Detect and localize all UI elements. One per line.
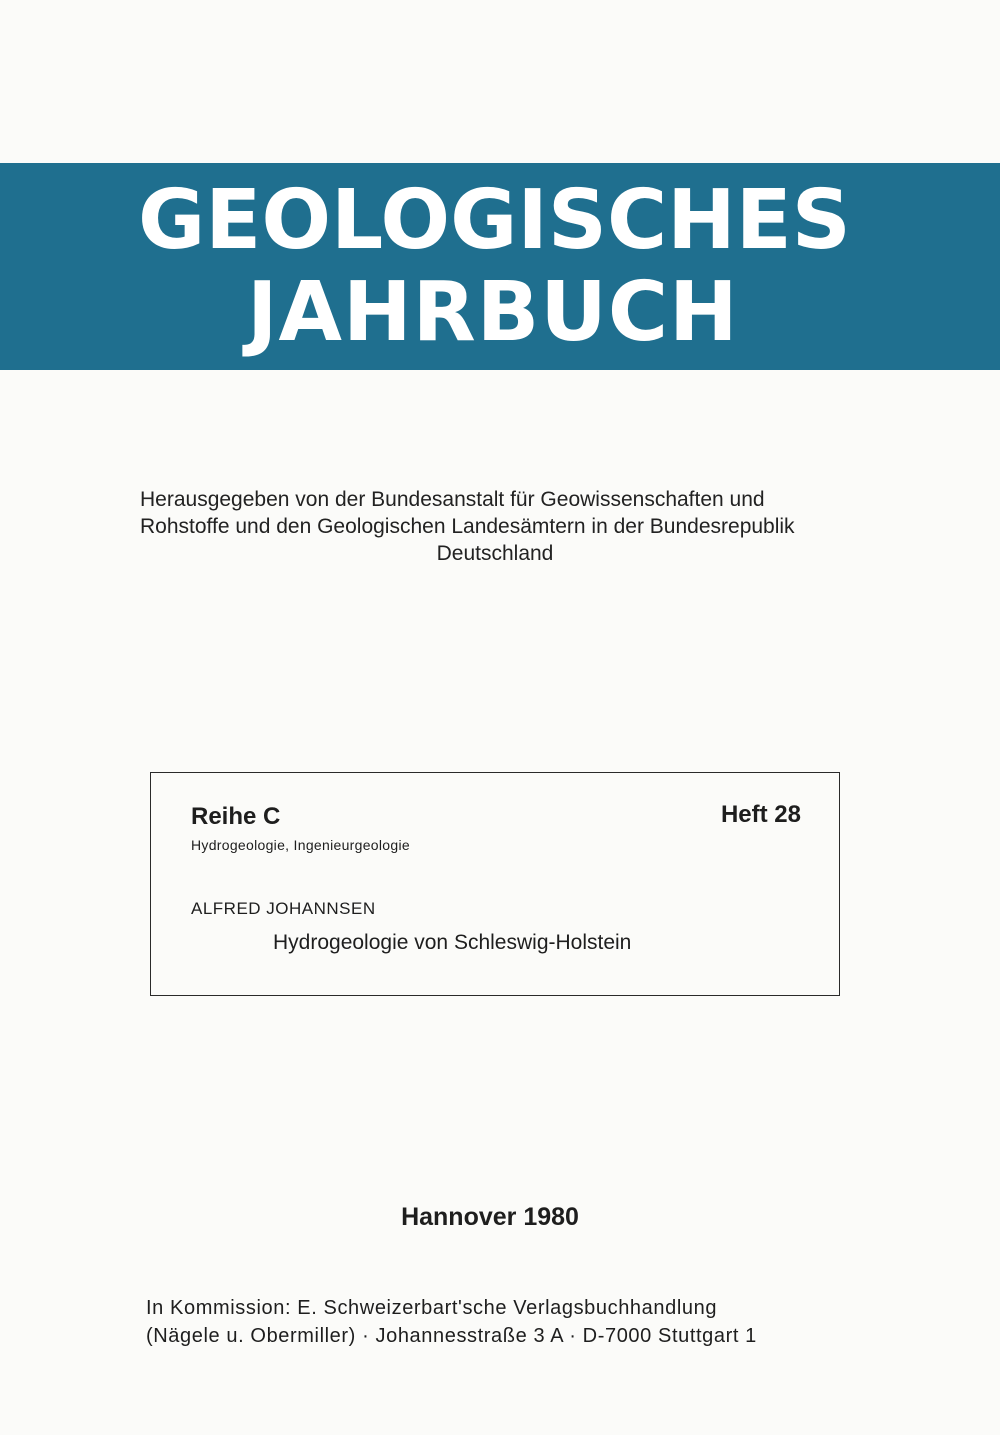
journal-title-line-1: GEOLOGISCHES	[138, 173, 851, 268]
author-name: ALFRED JOHANNSEN	[191, 899, 376, 918]
commission-imprint	[146, 1294, 846, 1350]
publisher-line-2: Rohstoffe und den Geologischen Landesämtern in der Bundesrepublik	[140, 515, 795, 538]
series-label: Reihe C	[191, 803, 281, 830]
publisher-statement	[140, 486, 850, 567]
publisher-line-1: Herausgegeben von der Bundesanstalt für Geowissenschaften und	[140, 488, 765, 511]
publisher-line-3: Deutschland	[436, 542, 554, 565]
journal-title-line-2: JAHRBUCH	[247, 265, 739, 360]
commission-line-1: In Kommission: E. Schweizerbart'sche Verlagsbuchhandlung	[146, 1297, 718, 1319]
series-subject: Hydrogeologie, Ingenieurgeologie	[191, 837, 410, 853]
place-and-year: Hannover 1980	[401, 1203, 579, 1231]
work-title: Hydrogeologie von Schleswig-Holstein	[273, 931, 632, 954]
series-box	[150, 772, 840, 996]
commission-line-2: (Nägele u. Obermiller) · Johannesstraße 3 A · D-7000 Stuttgart 1	[146, 1325, 757, 1347]
issue-number: Heft 28	[720, 801, 801, 828]
